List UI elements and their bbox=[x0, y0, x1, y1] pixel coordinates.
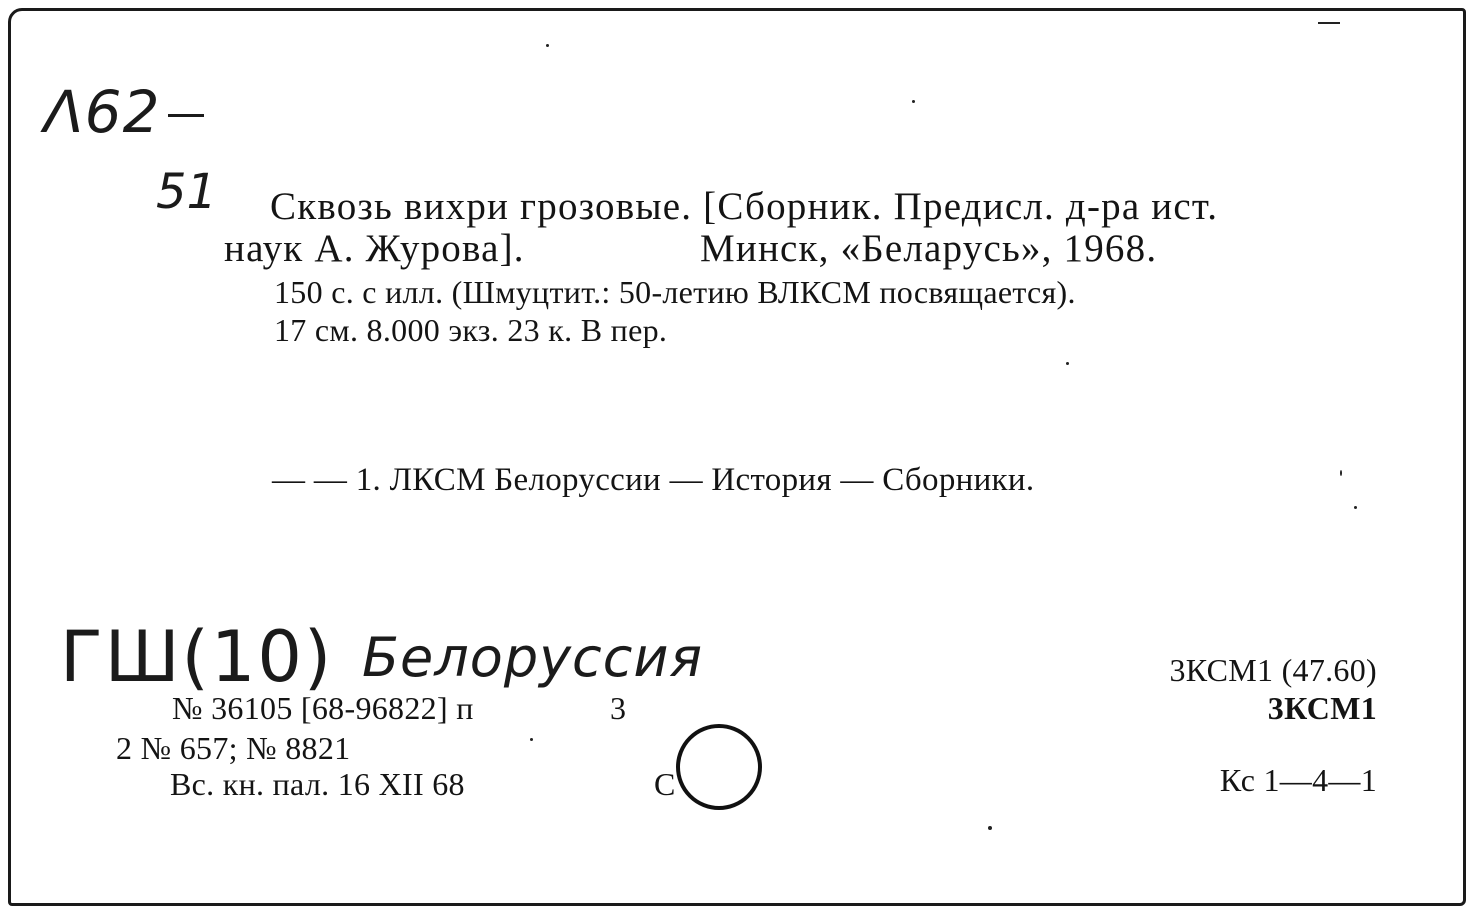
speck bbox=[546, 44, 549, 47]
classification-index: 3КСМ1 (47.60) bbox=[1169, 652, 1377, 688]
speck bbox=[1066, 362, 1069, 365]
subject-heading: — — 1. ЛКСМ Белоруссии — История — Сборники. bbox=[272, 462, 1035, 498]
speck bbox=[530, 738, 533, 741]
call-number-top: Λ62 bbox=[44, 78, 204, 146]
copy-numbers: 2 № 657; № 8821 bbox=[116, 730, 351, 766]
classification-short: 3КСМ1 bbox=[1267, 690, 1377, 726]
speck bbox=[988, 826, 992, 830]
entry-title-line2-author: наук А. Журова]. bbox=[224, 227, 525, 270]
handwritten-shelf-code: ГШ(10) bbox=[60, 616, 334, 698]
speck bbox=[1318, 22, 1340, 24]
entry-physical-description: 150 с. с илл. (Шмуцтит.: 50-летию ВЛКСМ посвящается). bbox=[274, 274, 1076, 310]
speck bbox=[912, 100, 915, 103]
speck bbox=[1354, 506, 1357, 509]
handwritten-shelf-word: Белоруссия bbox=[362, 626, 704, 689]
stamp-letter: С bbox=[654, 766, 676, 802]
call-number-bottom: 51 bbox=[156, 164, 218, 220]
registration-number: № 36105 [68-96822] п bbox=[172, 690, 474, 726]
entry-imprint: Минск, «Беларусь», 1968. bbox=[700, 227, 1158, 270]
card-code: Кс 1—4—1 bbox=[1219, 762, 1377, 798]
entry-edition-details: 17 см. 8.000 экз. 23 к. В пер. bbox=[274, 312, 668, 348]
entry-title-line1: Сквозь вихри грозовые. [Сборник. Предисл. д-ра ист. bbox=[270, 185, 1219, 228]
chamber-record: Вс. кн. пал. 16 XII 68 bbox=[170, 766, 465, 802]
circle-stamp bbox=[676, 724, 762, 810]
speck bbox=[1340, 470, 1342, 476]
registration-suffix: 3 bbox=[610, 690, 627, 726]
